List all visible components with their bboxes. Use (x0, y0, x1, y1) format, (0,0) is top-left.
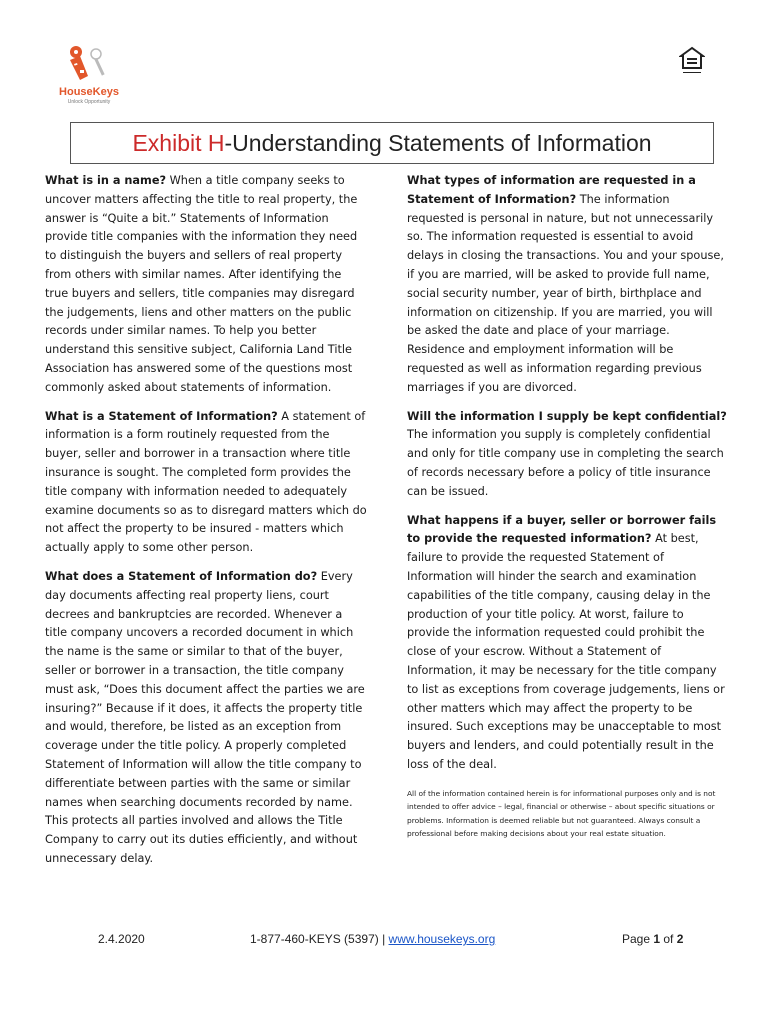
page-total: 2 (676, 932, 684, 946)
section-body: Every day documents affecting real property liens, court decrees and bankruptcies are recorded. Whenever a title company uncovers a recorded document in which the name is the same or similar to that of the buyer, seller or borrower in a transaction, the title company must ask, “Does this document affect the parties we are insuring?” Because if it does, it affects the property title and would, therefore, be listed as an exception from coverage under the title policy. A properly completed Statement of Information will allow the title company to differentiate between parties with the same or similar names when searching documents recorded by name. This protects all parties involved and allows the Title Company to carry out its duties efficiently, and without unnecessary delay. (45, 569, 365, 865)
section-body: When a title company seeks to uncover matters affecting the title to real property, the answer is “Quite a bit.” Statements of Information provide title companies with the information they need to distinguish the buyers and sellers of real property from others with similar names. After identifying the true buyers and sellers, title companies may disregard the judgements, liens and other matters on the public records under similar names. To help you better understand this sensitive subject, California Land Title Association has answered some of the questions most commonly asked about statements of information. (45, 174, 358, 394)
website-link[interactable]: www.housekeys.org (388, 932, 496, 946)
section-body: At best, failure to provide the requested Statement of Information will hinder the search and examination capabilities of the title company, causing delay in the production of your title policy. At worst, failure to provide the information requested could prohibit the close of your escrow. Without a Statement of Information, it may be necessary for the title company to list as exceptions from coverage judgements, liens or other matters which may affect the property to be insured. Such exceptions may be unacceptable to most buyers and lenders, and could potentially result in the loss of the deal. (407, 532, 725, 771)
page-title (70, 122, 714, 164)
section-what-does-soi-do (45, 568, 367, 869)
left-column (45, 172, 367, 879)
section-heading: What does a Statement of Information do? (45, 569, 318, 583)
disclaimer: All of the information contained herein is for informational purposes only and is not intended to offer advice – legal, financial or otherwise – about specific situations or problems. Information is deemed reliable but not guaranteed. Always consult a professional before making decisions about your real estate situation. (407, 788, 716, 839)
page-of: of (660, 932, 677, 946)
section-name (45, 172, 367, 398)
footer-phone: 1-877-460-KEYS (5397) | (250, 932, 389, 946)
section-body: A statement of information is a form routinely requested from the buyer, seller and borrower in a transaction where title insurance is sought. The completed form provides the title company with information needed to adequately examine documents so as to disregard matters which do not affect the property to be insured - matters which actually apply to some other person. (45, 409, 367, 555)
section-fails-to-provide (407, 512, 729, 775)
page-label: Page (622, 932, 654, 946)
page-current: 1 (653, 932, 661, 946)
section-body: The information requested is personal in nature, but not unnecessarily so. The information requested is essential to avoid delays in closing the transactions. You and your spouse, if you are married, will be asked to provide full name, social security number, year of birth, birthplace and information on citizenship. If you are married, you will be asked the date and place of your marriage. Residence and employment information will be requested as well as information regarding previous marriages if you are divorced. (407, 192, 724, 394)
right-column (407, 172, 729, 841)
housekeys-logo (44, 42, 134, 106)
equal-housing-icon (679, 46, 705, 76)
section-what-is-soi (45, 408, 367, 558)
page-number (622, 932, 683, 946)
footer-date: 2.4.2020 (98, 932, 145, 946)
footer-contact (250, 932, 495, 946)
section-heading: What happens if a buyer, seller or borrower fails to provide the requested information? (407, 513, 717, 546)
section-confidential (407, 408, 729, 502)
brand-name: HouseKeys (59, 86, 119, 98)
section-heading: What types of information are requested in a Statement of Information? (407, 174, 696, 206)
section-types-of-info (407, 172, 729, 398)
section-heading: What is a Statement of Information? (45, 409, 278, 423)
title-rest: -Understanding Statements of Information (224, 129, 652, 156)
brand-tagline: Unlock Opportunity (67, 99, 111, 105)
title-prefix: Exhibit H (132, 129, 225, 156)
section-heading: What is in a name? (45, 174, 167, 187)
section-body: The information you supply is completely confidential and only for title company use in completing the search of records necessary before a policy of title insurance can be issued. (407, 428, 724, 498)
section-heading: Will the information I supply be kept confidential? (407, 409, 727, 423)
keys-icon (44, 42, 134, 86)
